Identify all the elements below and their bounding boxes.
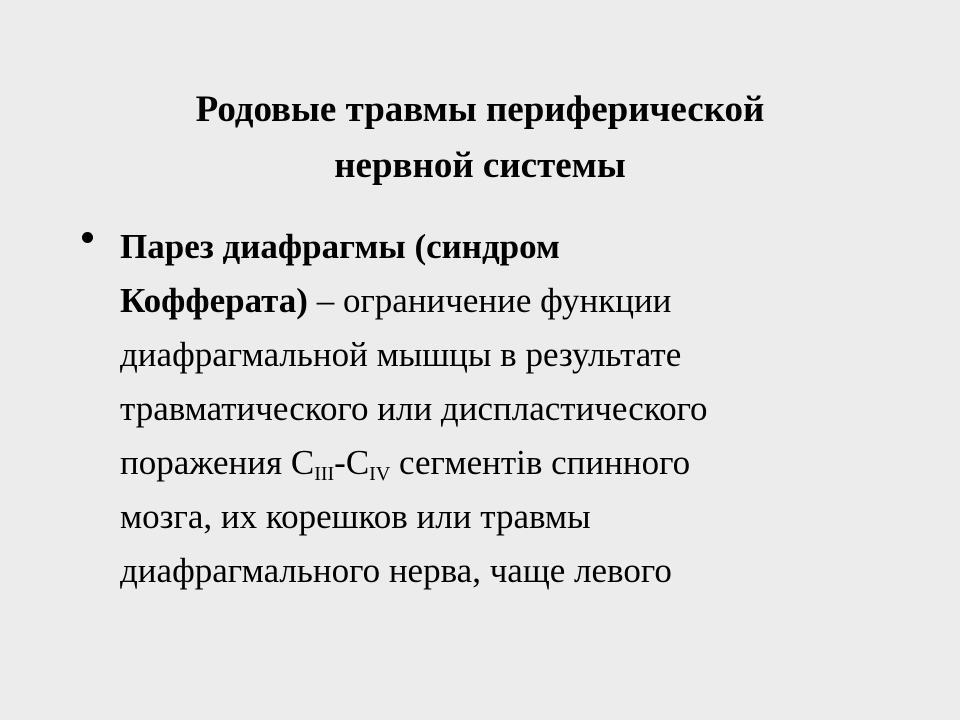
title-line-2: нервной системы xyxy=(334,145,626,186)
line5-pre: поражения С xyxy=(120,443,315,482)
bullet-line-5 xyxy=(120,436,860,490)
bullet-text xyxy=(120,220,860,598)
bullet-line-4: травматического или диспластического xyxy=(120,389,708,428)
bullet-line-7: диафрагмального нерва, чаще левого xyxy=(120,551,672,590)
definition-start: – ограничение функции xyxy=(307,281,672,320)
term-line-1: Парез диафрагмы (синдром xyxy=(120,227,560,266)
segment-sub-1: III xyxy=(314,463,335,485)
title-line-1: Родовые травмы периферической xyxy=(195,89,765,130)
term-line-2: Кофферата) xyxy=(120,281,308,320)
segment-hyphen: -С xyxy=(334,443,370,482)
bullet-line-1 xyxy=(120,220,860,274)
bullet-line-3: диафрагмальной мышцы в результате xyxy=(120,335,682,374)
slide-title xyxy=(80,82,880,194)
bullet-dot-icon xyxy=(82,232,93,243)
line5-post: сегментів спинного xyxy=(390,443,691,482)
segment-sub-2: IV xyxy=(369,463,391,485)
bullet-line-2 xyxy=(120,274,860,328)
bullet-line-6: мозга, их корешков или травмы xyxy=(120,497,591,536)
